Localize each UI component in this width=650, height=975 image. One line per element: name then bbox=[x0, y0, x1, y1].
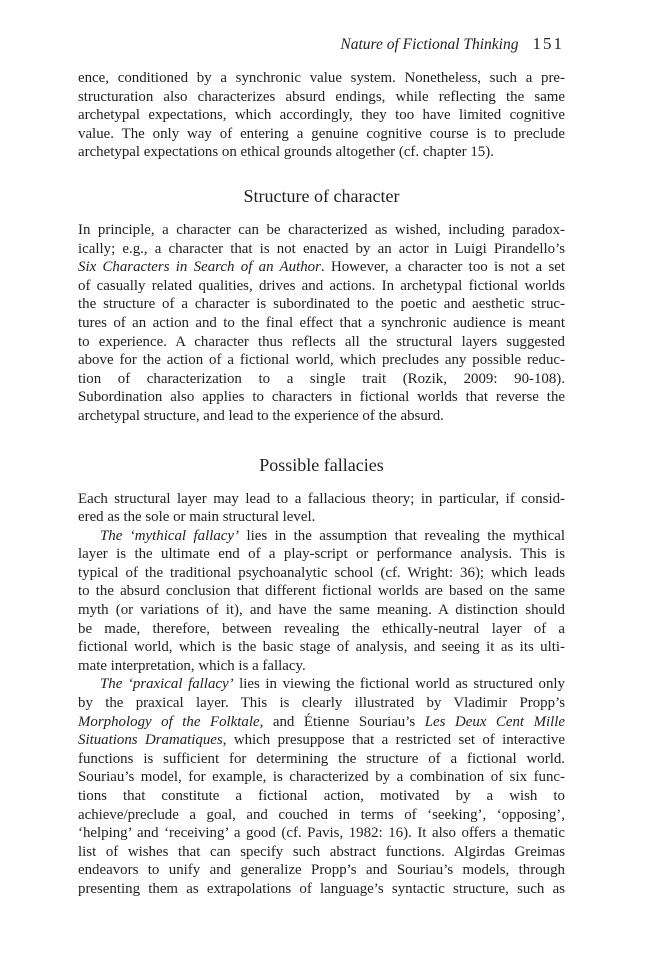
text-line bbox=[78, 295, 565, 314]
text-line bbox=[78, 768, 565, 787]
text-segment: Souriau’s model, for example, is characterized by a combination of six func- bbox=[78, 769, 565, 786]
text-line bbox=[78, 601, 565, 620]
text-segment: list of wishes that can specify such abstract functions. Algirdas Greimas bbox=[78, 843, 565, 860]
text-segment: layer is the ultimate end of a play-script or performance analysis. This is bbox=[78, 546, 565, 563]
text-segment: be made, therefore, between revealing the ethically-neutral layer of a bbox=[78, 620, 565, 637]
text-segment: , which presuppose that a restricted set of interactive bbox=[222, 732, 565, 749]
text-segment: lies in viewing the fictional world as structured only bbox=[233, 676, 565, 693]
text-line bbox=[78, 545, 565, 564]
text-line bbox=[78, 490, 565, 509]
text-line bbox=[78, 657, 565, 676]
text-segment: fictional world, which is the basic stage of analysis, and seeing it as its ulti- bbox=[78, 639, 565, 656]
italic-text: The ‘mythical fallacy’ bbox=[100, 527, 239, 544]
running-title: Nature of Fictional Thinking bbox=[340, 36, 519, 53]
text-segment: to experience. A character thus reflects all the structural layers suggested bbox=[78, 333, 565, 350]
text-segment: mate interpretation, which is a fallacy. bbox=[78, 657, 306, 674]
text-line bbox=[78, 675, 565, 694]
text-line bbox=[78, 806, 565, 825]
text-line bbox=[78, 527, 565, 546]
text-segment: structuration also characterizes absurd endings, while reflecting the same bbox=[78, 88, 565, 105]
text-line bbox=[78, 106, 565, 125]
text-segment: In principle, a character can be characterized as wished, including paradox- bbox=[78, 221, 565, 238]
italic-text: Morphology of the Folktale bbox=[78, 713, 260, 730]
text-segment: myth (or variations of it), and have the same meaning. A distinction should bbox=[78, 602, 565, 619]
text-segment: tions that constitute a fictional action, motivated by a wish to bbox=[78, 788, 565, 804]
text-line bbox=[78, 508, 565, 527]
text-segment: Subordination also applies to characters in fictional worlds that reverse the bbox=[78, 389, 565, 406]
text-segment: . However, a character too is not a set bbox=[320, 259, 565, 276]
section-heading: Possible fallacies bbox=[259, 454, 384, 475]
text-line bbox=[78, 351, 565, 370]
text-line bbox=[78, 88, 565, 107]
text-segment: archetypal expectations, which accordingly, they too have limited cognitive bbox=[78, 107, 565, 124]
text-line bbox=[78, 277, 565, 296]
text-segment: of casually related qualities, drives and actions. In archetypal fictional worlds bbox=[78, 277, 565, 294]
text-segment: tion of characterization to a single trait (Rozik, 2009: 90-108). bbox=[78, 370, 565, 387]
text-segment: tures of an action and to the final effect that a synchronic audience is meant bbox=[78, 314, 565, 331]
paragraph bbox=[78, 69, 565, 162]
text-line bbox=[78, 750, 565, 769]
text-line bbox=[78, 713, 565, 732]
page-body bbox=[78, 69, 565, 899]
text-segment: above for the action of a fictional world, which precludes any possible reduc- bbox=[78, 352, 565, 369]
text-segment: ered as the sole or main structural level. bbox=[78, 509, 316, 526]
text-segment: archetypal expectations on ethical grounds altogether (cf. chapter 15). bbox=[78, 144, 494, 161]
text-line bbox=[78, 694, 565, 713]
text-line bbox=[78, 388, 565, 407]
text-line bbox=[78, 69, 565, 88]
text-line bbox=[78, 125, 565, 144]
text-segment: the structure of a character is subordinated to the poetic and aesthetic struc- bbox=[78, 296, 565, 313]
text-line bbox=[78, 824, 565, 843]
text-segment: functions is sufficient for determining the structure of a fictional world. bbox=[78, 750, 565, 767]
text-line bbox=[78, 731, 565, 750]
text-segment: presenting them as extrapolations of language’s syntactic structure, such as bbox=[78, 880, 565, 897]
italic-text: Les Deux Cent Mille bbox=[424, 713, 565, 730]
text-segment: to the absurd conclusion that different fictional worlds are based on the same bbox=[78, 583, 565, 600]
text-segment: archetypal structure, and lead to the experience of the absurd. bbox=[78, 407, 444, 424]
text-line bbox=[78, 787, 565, 806]
section-heading: Structure of character bbox=[243, 185, 400, 206]
text-line bbox=[78, 333, 565, 352]
text-segment: ence, conditioned by a synchronic value system. Nonetheless, such a pre- bbox=[78, 70, 565, 86]
text-line bbox=[78, 370, 565, 389]
text-line bbox=[78, 221, 565, 240]
text-line bbox=[78, 620, 565, 639]
paragraph bbox=[78, 490, 565, 899]
italic-text: The ‘praxical fallacy’ bbox=[100, 676, 234, 693]
text-segment: , and Étienne Souriau’s bbox=[259, 713, 425, 730]
running-header bbox=[340, 34, 564, 54]
text-segment: lies in the assumption that revealing the mythical bbox=[238, 527, 565, 544]
italic-text: Situations Dramatiques bbox=[78, 732, 223, 749]
text-segment: achieve/preclude a goal, and couched in terms of ‘seeking’, ‘opposing’, bbox=[78, 806, 565, 823]
text-segment: typical of the traditional psychoanalytic school (cf. Wright: 36); which leads bbox=[78, 564, 565, 581]
page-number: 151 bbox=[532, 34, 564, 53]
text-line bbox=[78, 407, 565, 426]
text-segment: ically; e.g., a character that is not enacted by an actor in Luigi Pirandello’s bbox=[78, 240, 565, 257]
text-line bbox=[78, 258, 565, 277]
text-segment: Each structural layer may lead to a fallacious theory; in particular, if consid- bbox=[78, 490, 565, 507]
text-segment: by the praxical layer. This is clearly illustrated by Vladimir Propp’s bbox=[78, 695, 565, 712]
text-line bbox=[78, 638, 565, 657]
text-line bbox=[78, 843, 565, 862]
paragraph bbox=[78, 221, 565, 426]
text-segment: ‘helping’ and ‘receiving’ a good (cf. Pavis, 1982: 16). It also offers a thematic bbox=[78, 825, 565, 842]
text-line bbox=[78, 880, 565, 899]
italic-text: Six Characters in Search of an Author bbox=[78, 259, 321, 276]
text-line bbox=[78, 314, 565, 333]
text-line bbox=[78, 582, 565, 601]
text-segment: value. The only way of entering a genuine cognitive course is to preclude bbox=[78, 125, 565, 142]
text-line bbox=[78, 240, 565, 259]
text-line bbox=[78, 143, 565, 162]
text-segment: endeavors to unify and generalize Propp’s and Souriau’s models, through bbox=[78, 862, 565, 879]
text-line bbox=[78, 564, 565, 583]
text-line bbox=[78, 861, 565, 880]
